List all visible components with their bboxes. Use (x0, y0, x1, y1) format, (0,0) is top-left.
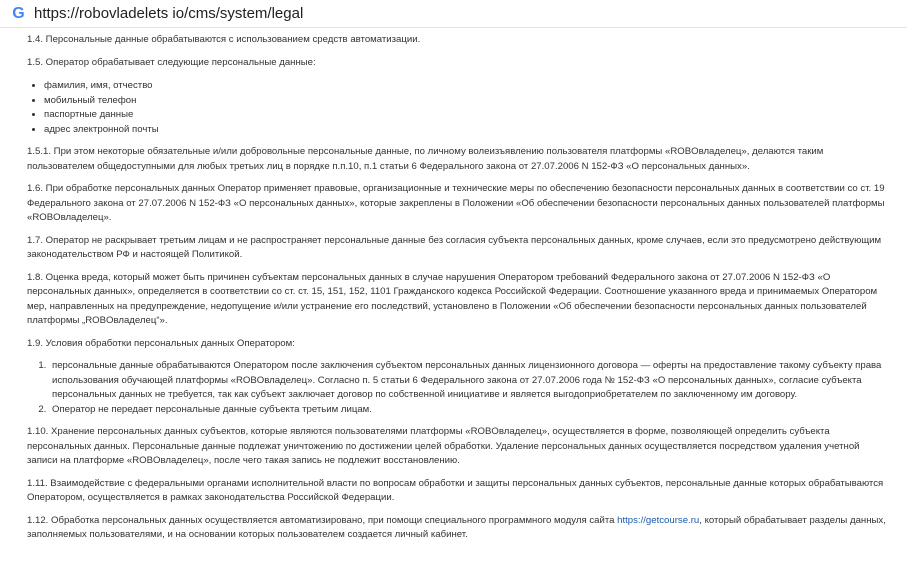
paragraph-1-6: 1.6. При обработке персональных данных Оператор применяет правовые, организационные и технические меры по обеспечению безопасности персональных данных в соответствии со ст. 19 Федерального закона от 27.07.2006 N 152-ФЗ «О персональных данных», которые закреплены в Положении «Об обеспечении безопасности персональных данных пользователей платформы «ROBOвладелец». (27, 183, 885, 223)
paragraph-1-4: 1.4. Персональные данные обрабатываются с использованием средств автоматизации. (27, 34, 421, 45)
legal-document (27, 33, 887, 543)
personal-data-list (27, 79, 887, 137)
paragraph-1-5-1: 1.5.1. При этом некоторые обязательные и/или добровольные персональные данные, по личному волеизъявлению пользователя платформы «ROBOвладелец», делаются таким пользователем общедоступными для любых третьих лиц в порядке п.п.10, п.1 статьи 6 Федерального закона от 27.07.2006 N 152-ФЗ «О персональных данных». (27, 146, 824, 172)
list-item: • паспортные данные (44, 108, 887, 123)
getcourse-link[interactable]: https://getcourse.ru (617, 514, 700, 526)
paragraph-1-5: 1.5. Оператор обрабатывает следующие персональные данные: (27, 56, 316, 68)
paragraph-text: 1.12. Обработка персональных данных осуществляется автоматизировано, при помощи специального программного модуля сайта (27, 514, 618, 526)
list-item: • адрес электронной почты (44, 123, 887, 138)
paragraph-1-11: 1.11. Взаимодействие с федеральными органами исполнительной власти по вопросам обработки и защиты персональных данных субъектов, персональные данные которых обрабатываются Оператором, осуществляется в рамках законодательства Российской Федерации. (27, 477, 884, 503)
paragraph-1-8: 1.8. Оценка вреда, который может быть причинен субъектам персональных данных в случае нарушения Оператором требований Федерального закона от 27.07.2006 N 152-ФЗ «О персональных данных», определяется в соответствии со ст. ст. 15, 151, 152, 1101 Гражданского кодекса Российской Федерации. Соотношение указанного вреда и принимаемых Оператором мер, направленных на предупреждение, недопущение и/или устранение его последствий, установлено в Положении «Об обеспечении безопасности персональных данных пользователей платформы „ROBOвладелец“». (27, 271, 878, 326)
paragraph-1-9: 1.9. Условия обработки персональных данных Оператором: (27, 337, 295, 349)
paragraph-text: , который обрабатывает разделы данных, заполняемых пользователями, и на основании которых пользователем создается личный кабинет. (27, 514, 886, 540)
paragraph-1-10: 1.10. Хранение персональных данных субъектов, которые являются пользователями платформы «ROBOвладелец», осуществляется в форме, позволяющей определить субъекта персональных данных. Персональные данные подлежат уничтожению по достижении целей обработки. Удаление персональных данных осуществляется посредством удаления учетной записи на платформе «ROBOвладелец», после чего такая запись не подлежит восстановлению. (27, 426, 860, 466)
list-item: • мобильный телефон (44, 94, 887, 109)
url-text[interactable]: https://robovladelets io/cms/system/legal (34, 5, 304, 22)
list-item: 1. персональные данные обрабатываются Оператором после заключения субъектом персональных данных лицензионного договора — оферты на предоставление такому субъекту права использования обучающей платформы «ROBOвладелец». Согласно п. 5 статьи 6 Федерального закона от 27.07.2006 года № 152-ФЗ «О персональных данных», согласие субъекта персональных данных не требуется, так как субъект заключает договор по собственной инициативе и является выгодоприобретателем по заключенному им договору. (49, 359, 887, 403)
google-icon: G (12, 5, 25, 22)
list-item: 2. Оператор не передает персональные данные субъекта третьим лицам. (49, 403, 887, 418)
list-item: • фамилия, имя, отчество (44, 79, 887, 94)
paragraph-1-7: 1.7. Оператор не раскрывает третьим лицам и не распространяет персональные данные без согласия субъекта персональных данных, кроме случаев, если это предусмотрено действующим законодательством РФ и настоящей Политикой. (27, 234, 882, 260)
address-bar[interactable] (0, 0, 907, 28)
paragraph-1-12 (27, 514, 887, 543)
conditions-list (27, 359, 887, 417)
